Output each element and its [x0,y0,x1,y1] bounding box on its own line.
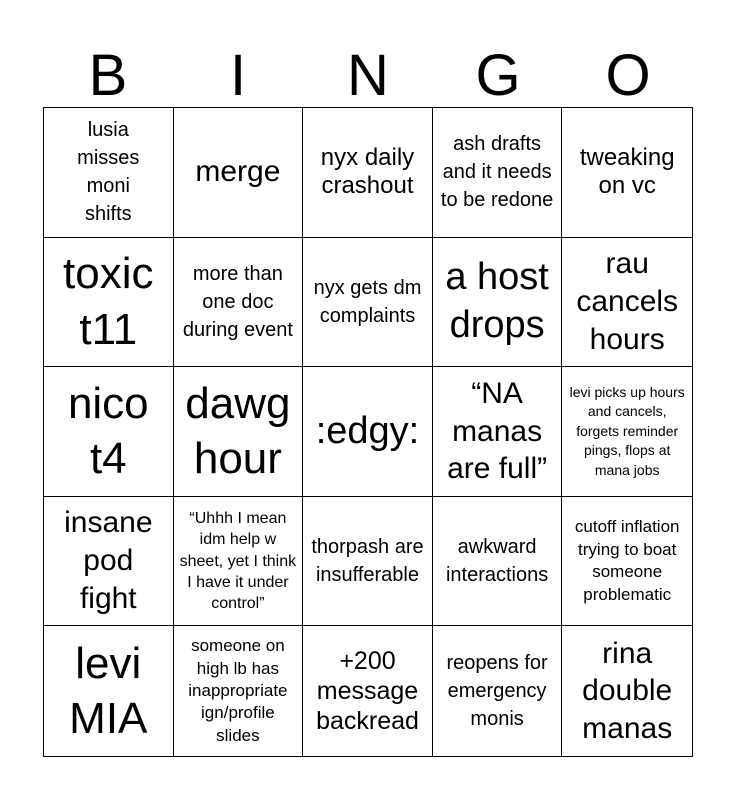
cell-text: tweaking on vc [579,143,675,200]
cell-text: :edgy: [315,409,420,452]
bingo-cell-2-1[interactable] [44,238,174,368]
cell-text: awkward interactions [445,536,549,587]
cell-text: more than one doc during event [182,262,293,341]
bingo-cell-3-3[interactable] [303,367,433,497]
cell-text: someone on high lb has inappropriate ign/profile slides [188,636,288,745]
cell-text: nico t4 [67,379,149,484]
bingo-cell-2-2[interactable] [174,238,304,368]
bingo-cell-4-3[interactable] [303,497,433,627]
bingo-cell-1-2[interactable] [174,108,304,238]
bingo-cell-5-5[interactable] [562,626,692,756]
bingo-grid [43,107,693,757]
cell-text: merge [195,155,281,189]
bingo-cell-5-2[interactable] [174,626,304,756]
header-letter-o: O [605,43,651,108]
header-letter-b: B [88,43,128,108]
header-letter-i: I [229,43,247,108]
bingo-cell-1-1[interactable] [44,108,174,238]
header-letter-g: G [475,43,521,108]
bingo-cell-3-1[interactable] [44,367,174,497]
cell-text: lusia misses moni shifts [77,119,140,226]
cell-text: levi MIA [69,638,148,744]
cell-text: reopens for emergency monis [446,652,548,731]
bingo-cell-5-3[interactable] [303,626,433,756]
bingo-cell-2-3[interactable] [303,238,433,368]
bingo-cell-4-5[interactable] [562,497,692,627]
bingo-cell-4-4[interactable] [433,497,563,627]
bingo-cell-3-5[interactable] [562,367,692,497]
cell-text: nyx daily crashout [320,143,415,200]
bingo-cell-1-4[interactable] [433,108,563,238]
bingo-cell-1-5[interactable] [562,108,692,238]
bingo-cell-1-3[interactable] [303,108,433,238]
bingo-cell-3-4[interactable] [433,367,563,497]
bingo-cell-4-2[interactable] [174,497,304,627]
bingo-cell-2-5[interactable] [562,238,692,368]
cell-text: toxic t11 [63,249,154,354]
bingo-cell-2-4[interactable] [433,238,563,368]
cell-text: thorpash are insufferable [311,536,424,587]
cell-text: cutoff inflation trying to boat someone problematic [574,517,680,604]
cell-text: nyx gets dm complaints [313,276,422,327]
cell-text: +200 message backread [316,647,419,736]
cell-text: a host drops [445,256,549,346]
bingo-header [43,40,693,108]
bingo-cell-4-1[interactable] [44,497,174,627]
cell-text: insane pod fight [64,506,153,615]
bingo-cell-5-1[interactable] [44,626,174,756]
cell-text: dawg hour [185,379,291,484]
cell-text: rina double manas [582,636,673,746]
cell-text: ash drafts and it needs to be redone [440,133,554,212]
cell-text: “Uhhh I mean idm help w sheet, yet I think I have it under control” [179,510,297,612]
header-letter-n: N [347,43,389,108]
cell-text: rau cancels hours [576,247,679,356]
bingo-cell-3-2[interactable] [174,367,304,497]
bingo-cell-5-4[interactable] [433,626,563,756]
cell-text: levi picks up hours and cancels, forgets reminder pings, flops at mana jobs [569,383,685,478]
cell-text: “NA manas are full” [447,376,548,486]
